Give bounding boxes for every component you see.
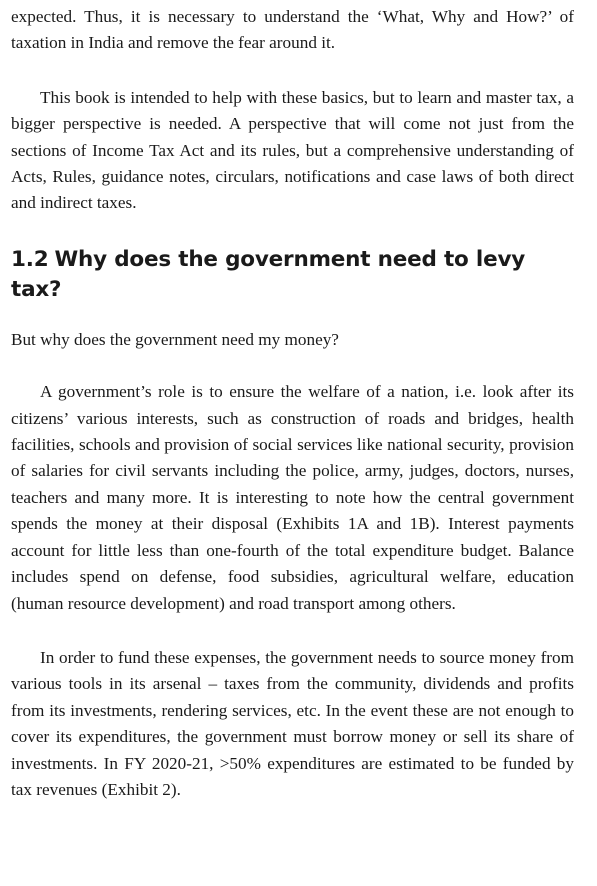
intro-continuation-paragraph: expected. Thus, it is necessary to understand the ‘What, Why and How?’ of taxation in India and remove the fear around it. <box>11 7 574 53</box>
section-heading <box>11 245 574 305</box>
funding-paragraph: In order to fund these expenses, the government needs to source money from various tools in its arsenal – taxes from the community, dividends and profits from its investments, rendering services, etc. In the event these are not enough to cover its expenditures, the government must borrow money or sell its share of investments. In FY 2020-21, >50% expenditures are estimated to be funded by tax revenues (Exhibit 2). <box>11 647 574 799</box>
section-title: Why does the government need to levy tax? <box>11 246 526 302</box>
document-page <box>11 4 574 803</box>
book-purpose-paragraph: This book is intended to help with these basics, but to learn and master tax, a bigger perspective is needed. A perspective that will come not just from the sections of Income Tax Act and its rules, but a comprehensive understanding of Acts, Rules, guidance notes, circulars, notifications and case laws of both direct and indirect taxes. <box>11 87 574 213</box>
section-number: 1.2 <box>11 246 49 272</box>
section-question-paragraph: But why does the government need my money? <box>11 329 339 349</box>
government-role-paragraph: A government’s role is to ensure the welfare of a nation, i.e. look after its citizens’ various interests, such as construction of roads and bridges, health facilities, schools and provision of social services like national security, provision of salaries for civil servants including the police, army, judges, doctors, nurses, teachers and many more. It is interesting to note how the central government spends the money at their disposal (Exhibits 1A and 1B). Interest payments account for little less than one-fourth of the total expenditure budget. Balance includes spend on defense, food subsidies, agricultural welfare, education (human resource development) and road transport among others. <box>11 382 574 613</box>
